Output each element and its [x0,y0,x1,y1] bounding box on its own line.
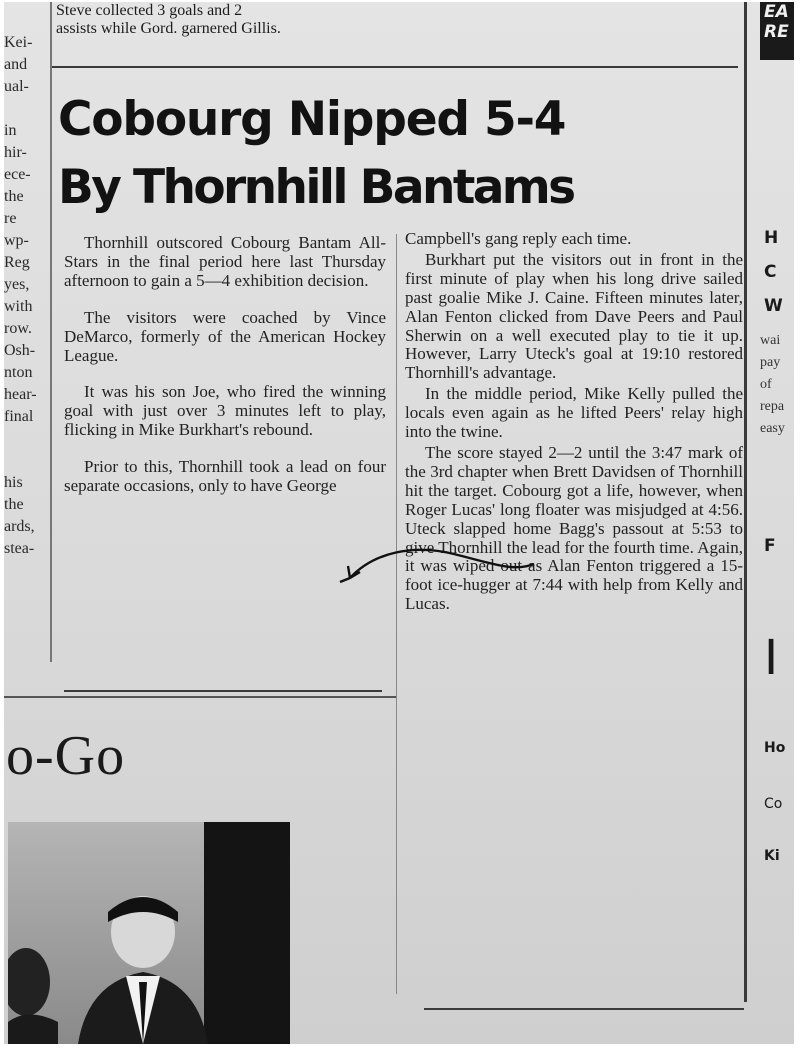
photo-figures [8,822,290,1044]
column-rule-right [744,2,747,1002]
left-fragment-line: Kei- [4,34,33,51]
left-fragment-line: the [4,188,24,205]
right-ad-box [760,2,794,60]
left-fragment-line: his [4,474,23,491]
right-fragment: repa [760,399,785,414]
left-column-fragment [4,32,48,560]
bottom-rule [424,1008,744,1010]
left-fragment-line: in [4,122,17,139]
article-paragraph: Thornhill outscored Cobourg Bantam All-Stars in the final period here last Thursday afternoon to gain a 5—4 exhibition decision. [64,233,386,290]
newspaper-page [4,2,794,1044]
hand-drawn-arrow-icon [334,542,544,592]
right-letter: H [764,228,779,248]
top-fragment-line-1: Steve collected 3 goals and 2 [56,2,243,19]
right-large-letter: I [764,630,779,686]
left-fragment-line: re [4,210,17,227]
right-fragment: pay [760,355,781,370]
headline-top-rule [52,66,738,68]
left-fragment-line: row. [4,320,32,337]
column-rule-left [50,2,52,662]
right-fragment: Ki [764,848,780,864]
left-fragment-line: the [4,496,24,513]
article-column-a [64,234,386,514]
right-letter: C [764,262,777,282]
ad-text-line-1: EA [764,2,789,22]
article-paragraph: The visitors were coached by Vince DeMarco, formerly of the American Hockey League. [64,307,386,365]
left-fragment-line: ece- [4,166,31,183]
ad-text-line-2: RE [764,22,789,42]
top-fragment-line-2: assists while Gord. garnered Gillis. [56,20,281,37]
left-fragment-line [4,450,48,472]
left-fragment-line: wp- [4,232,29,249]
article-paragraph: It was his son Joe, who fired the winning goal with just over 3 minutes left to play, flicking in Mike Burkhart's rebound. [64,382,386,440]
left-fragment-line: final [4,408,34,425]
left-fragment-line: hear- [4,386,37,403]
right-fragment: of [760,377,772,392]
lower-headline-fragment: o-Go [6,725,126,787]
article-paragraph: Prior to this, Thornhill took a lead on four separate occasions, only to have George [64,457,386,496]
photograph [8,822,290,1044]
left-fragment-line: Osh- [4,342,36,359]
article-end-rule [64,690,382,692]
headline-line-1: Cobourg Nipped 5-4 [58,92,566,147]
article-paragraph: Campbell's gang reply each time. [405,229,632,248]
right-fragment: wai [760,333,781,348]
column-gutter [396,234,397,994]
right-letter: F [764,536,776,556]
left-fragment-line: yes, [4,276,30,293]
section-divider [4,696,396,698]
left-fragment-line: ards, [4,518,35,535]
right-fragment: Co [764,796,783,812]
headline-line-2: By Thornhill Bantams [58,160,574,215]
left-fragment-line: Reg [4,254,30,271]
left-fragment-line: nton [4,364,33,381]
left-fragment-line: ual- [4,78,29,95]
article-paragraph: Burkhart put the visitors out in front in the first minute of play when his long drive sailed past goalie Mike J. Caine. Fifteen minutes later, Alan Fenton clicked from Dave Peers and Paul Sherwin on a well executed play to tie it up. However, Larry Uteck's goal at 19:10 restored Thornhill's advantage. [405,249,743,383]
left-fragment-line: with [4,298,33,315]
left-fragment-line [4,428,48,450]
left-fragment-line: stea- [4,540,35,557]
left-fragment-line: and [4,56,28,73]
right-letter: W [764,296,783,316]
right-fragment: Ho [764,740,786,756]
top-fragment [56,2,281,38]
article-paragraph: In the middle period, Mike Kelly pulled the locals even again as he lifted Peers' relay high into the twine. [405,384,743,442]
left-fragment-line: hir- [4,144,27,161]
article-paragraph: The score stayed 2—2 until the 3:47 mark of the 3rd chapter when Brett Davidsen of Thornhill hit the target. Cobourg got a life, however, when Roger Lucas' long floater was misjudged at 4:56. Uteck slapped home Bagg's passout at 5:53 to give Thornhill the lead for the fourth time. Again, it was wiped out as Alan Fenton triggered a 15-foot ice-hugger at 7:44 with help from Kelly and Lucas. [405,442,743,614]
left-fragment-line [4,98,48,120]
right-fragment: easy [760,421,785,436]
